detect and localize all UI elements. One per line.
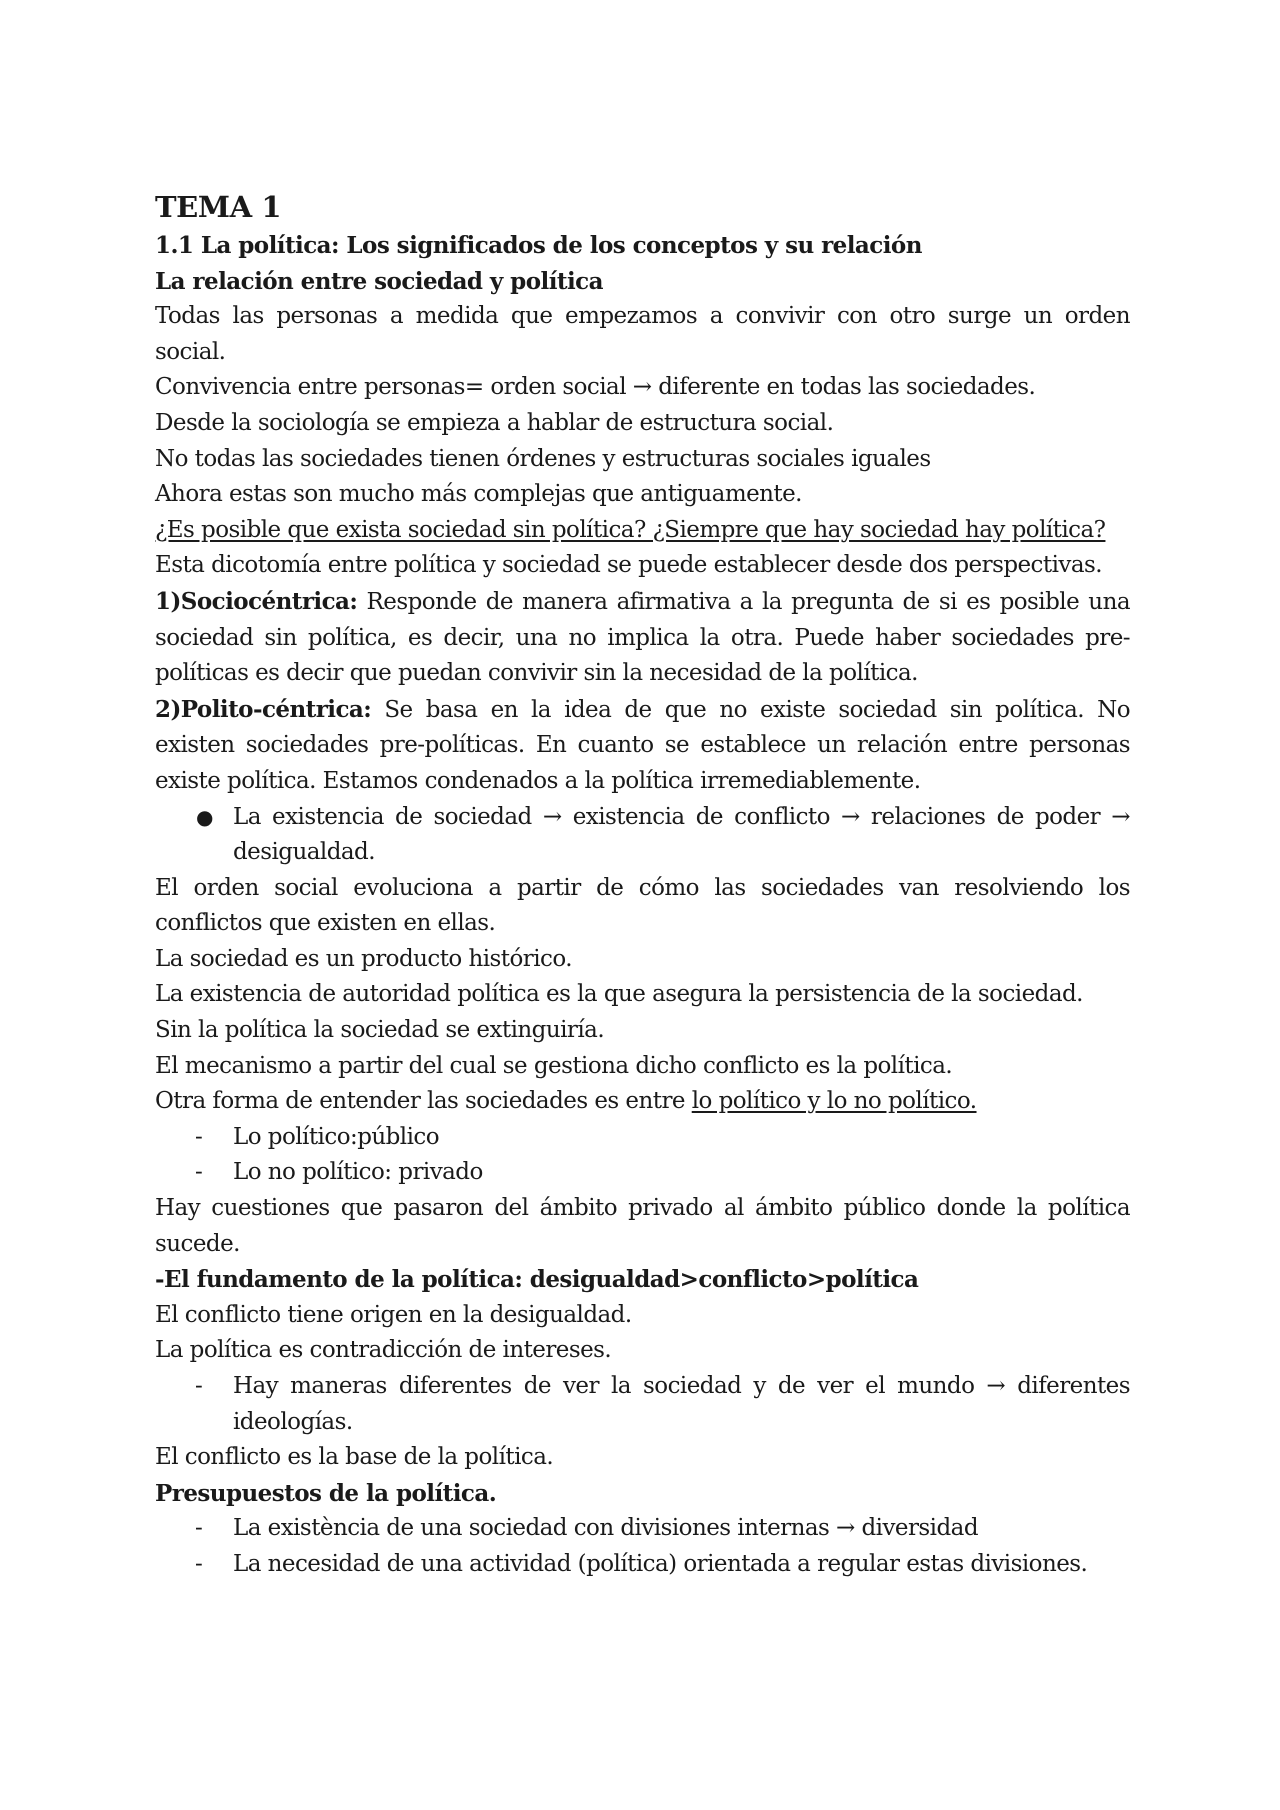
dash-marker: - [195, 1550, 203, 1577]
section-heading-presupuestos: Presupuestos de la política. [155, 1479, 497, 1507]
paragraph: El conflicto es la base de la política. [155, 1444, 554, 1471]
section-heading-sociedad-politica: La relación entre sociedad y política [155, 267, 603, 295]
paragraph: La política es contradicción de intereses. [155, 1337, 612, 1364]
perspective-label: 1)Sociocéntrica: [155, 587, 358, 615]
list-item-text: La existència de una sociedad con divisiones internas → diversidad [233, 1515, 978, 1542]
paragraph: El conflicto tiene origen en la desigualdad. [155, 1301, 632, 1328]
perspective-text: Se basa en la idea de que no existe sociedad sin política. No existen sociedades pre-políticas. En cuanto se establece un relación entre personas existe política. Estamos condenados a la política irremediablemente. [155, 696, 1130, 794]
paragraph: Ahora estas son mucho más complejas que antiguamente. [155, 481, 802, 508]
document-page [155, 186, 1130, 1583]
list-item-text: La necesidad de una actividad (política) orientada a regular estas divisiones. [233, 1550, 1088, 1577]
underlined-question: ¿Es posible que exista sociedad sin política? ¿Siempre que hay sociedad hay política? [155, 516, 1106, 543]
bullet-list [155, 800, 1130, 871]
dash-marker: - [195, 1123, 203, 1150]
document-title: TEMA 1 [155, 190, 282, 224]
perspective-sociocentrica [155, 584, 1130, 692]
paragraph: El orden social evoluciona a partir de cómo las sociedades van resolviendo los conflictos que existen en ellas. [155, 874, 1130, 937]
perspective-text: Responde de manera afirmativa a la pregunta de si es posible una sociedad sin política, es decir, una no implica la otra. Puede haber sociedades pre-políticas es decir que puedan convivir sin la necesidad de la política. [155, 588, 1130, 687]
underlined-phrase: lo político y lo no político. [691, 1088, 977, 1115]
list-item [155, 1547, 1130, 1583]
question-line [155, 513, 1130, 549]
list-item-text: Lo no político: privado [233, 1159, 483, 1186]
section-subtitle: 1.1 La política: Los significados de los conceptos y su relación [155, 232, 922, 259]
dash-marker: - [195, 1373, 203, 1399]
dash-list [155, 1120, 1130, 1191]
paragraph: Todas las personas a medida que empezamos a convivir con otro surge un orden social. [155, 303, 1130, 365]
list-item [155, 800, 1130, 871]
paragraph: El mecanismo a partir del cual se gestiona dicho conflicto es la política. [155, 1052, 953, 1079]
list-item [155, 1120, 1130, 1156]
paragraph: Hay cuestiones que pasaron del ámbito privado al ámbito público donde la política sucede. [155, 1195, 1130, 1257]
list-item-text: Lo político:público [233, 1123, 440, 1150]
paragraph: La sociedad es un producto histórico. [155, 945, 573, 972]
list-item-text: Hay maneras diferentes de ver la sociedad y de ver el mundo → diferentes ideologías. [233, 1373, 1130, 1435]
paragraph: Sin la política la sociedad se extinguiría. [155, 1017, 605, 1044]
dash-marker: - [195, 1515, 203, 1542]
paragraph: La existencia de autoridad política es la que asegura la persistencia de la sociedad. [155, 981, 1083, 1008]
perspective-politocentrica [155, 692, 1130, 800]
list-item [155, 1155, 1130, 1191]
dash-marker: - [195, 1159, 203, 1186]
paragraph: Convivencia entre personas= orden social → diferente en todas las sociedades. [155, 374, 1036, 401]
perspective-label: 2)Polito-céntrica: [155, 695, 372, 723]
paragraph: No todas las sociedades tienen órdenes y estructuras sociales iguales [155, 445, 931, 472]
bullet-marker: ● [196, 804, 213, 829]
dash-list [155, 1511, 1130, 1582]
paragraph: Esta dicotomía entre política y sociedad se puede establecer desde dos perspectivas. [155, 552, 1103, 579]
paragraph: Desde la sociología se empieza a hablar de estructura social. [155, 409, 834, 436]
paragraph-text: Otra forma de entender las sociedades es entre [155, 1088, 692, 1115]
list-item-text: La existencia de sociedad → existencia de conflicto → relaciones de poder → desigualdad. [233, 803, 1130, 866]
section-heading-fundamento: -El fundamento de la política: desigualdad>conflicto>política [155, 1266, 919, 1294]
list-item [155, 1511, 1130, 1547]
dash-list [155, 1369, 1130, 1440]
list-item [155, 1369, 1130, 1440]
paragraph [155, 1084, 1130, 1120]
